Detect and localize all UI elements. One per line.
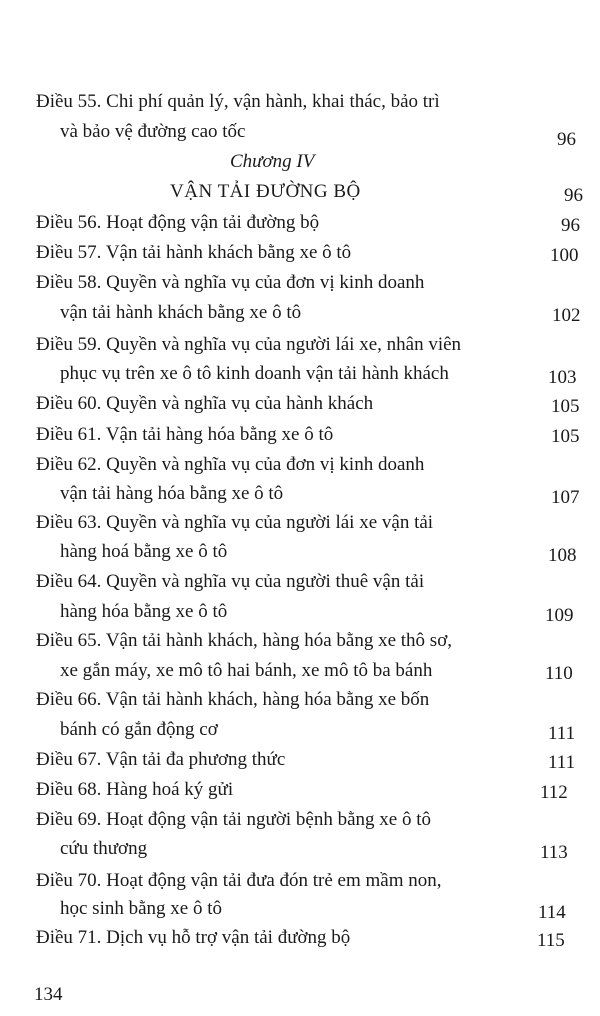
chapter-page: 96: [564, 185, 583, 206]
toc-entry-65-line2: xe gắn máy, xe mô tô hai bánh, xe mô tô ba bánh: [60, 660, 433, 681]
toc-entry-64-page: 109: [545, 605, 574, 626]
toc-entry-66-line2: bánh có gắn động cơ: [60, 719, 218, 740]
toc-entry-55-line2: và bảo vệ đường cao tốc: [60, 121, 246, 142]
toc-entry-68: Điều 68. Hàng hoá ký gửi: [36, 779, 234, 800]
toc-entry-65-page: 110: [545, 663, 573, 684]
toc-entry-67-page: 111: [548, 752, 576, 773]
toc-entry-59-line2: phục vụ trên xe ô tô kinh doanh vận tải hành khách: [60, 363, 449, 384]
chapter-title: VẬN TẢI ĐƯỜNG BỘ: [170, 181, 361, 202]
chapter-label: Chương IV: [230, 151, 315, 172]
toc-entry-56-page: 96: [561, 215, 580, 236]
toc-entry-60-page: 105: [551, 396, 580, 417]
toc-entry-63-line1: Điều 63. Quyền và nghĩa vụ của người lái xe vận tải: [36, 512, 434, 533]
toc-entry-56: Điều 56. Hoạt động vận tải đường bộ: [36, 212, 320, 233]
toc-entry-60: Điều 60. Quyền và nghĩa vụ của hành khách: [36, 393, 374, 414]
toc-entry-63-line2: hàng hoá bằng xe ô tô: [60, 541, 228, 562]
toc-entry-65-line1: Điều 65. Vận tải hành khách, hàng hóa bằng xe thô sơ,: [36, 630, 452, 651]
toc-entry-62-line2: vận tải hàng hóa bằng xe ô tô: [60, 483, 284, 504]
toc-entry-59-page: 103: [548, 367, 577, 388]
toc-entry-61: Điều 61. Vận tải hàng hóa bằng xe ô tô: [36, 424, 334, 445]
toc-entry-62-line1: Điều 62. Quyền và nghĩa vụ của đơn vị kinh doanh: [36, 454, 425, 475]
toc-entry-62-page: 107: [551, 487, 580, 508]
toc-entry-67: Điều 67. Vận tải đa phương thức: [36, 749, 286, 770]
toc-entry-64-line1: Điều 64. Quyền và nghĩa vụ của người thuê vận tải: [36, 571, 425, 592]
page-number: 134: [34, 984, 63, 1005]
toc-entry-57-page: 100: [550, 245, 579, 266]
toc-entry-66-line1: Điều 66. Vận tải hành khách, hàng hóa bằng xe bốn: [36, 689, 430, 710]
toc-entry-64-line2: hàng hóa bằng xe ô tô: [60, 601, 228, 622]
toc-entry-57: Điều 57. Vận tải hành khách bằng xe ô tô: [36, 242, 352, 263]
toc-entry-71-page: 115: [537, 930, 565, 951]
toc-entry-61-page: 105: [551, 426, 580, 447]
toc-entry-68-page: 112: [540, 782, 568, 803]
toc-entry-63-page: 108: [548, 545, 577, 566]
toc-entry-70-line2: học sinh bằng xe ô tô: [60, 898, 223, 919]
toc-entry-59-line1: Điều 59. Quyền và nghĩa vụ của người lái xe, nhân viên: [36, 334, 462, 355]
toc-entry-55-page: 96: [557, 129, 576, 150]
toc-entry-58-line2: vận tải hành khách bằng xe ô tô: [60, 302, 302, 323]
toc-entry-69-line2: cứu thương: [60, 838, 148, 859]
toc-entry-58-page: 102: [552, 305, 581, 326]
toc-entry-66-page: 111: [548, 723, 576, 744]
toc-entry-70-line1: Điều 70. Hoạt động vận tải đưa đón trẻ em mầm non,: [36, 870, 442, 891]
toc-entry-70-page: 114: [538, 902, 566, 923]
toc-entry-55-line1: Điều 55. Chi phí quản lý, vận hành, khai thác, bảo trì: [36, 91, 440, 112]
toc-entry-69-page: 113: [540, 842, 568, 863]
toc-entry-58-line1: Điều 58. Quyền và nghĩa vụ của đơn vị kinh doanh: [36, 272, 425, 293]
toc-entry-69-line1: Điều 69. Hoạt động vận tải người bệnh bằng xe ô tô: [36, 809, 431, 830]
toc-entry-71: Điều 71. Dịch vụ hỗ trợ vận tải đường bộ: [36, 927, 351, 948]
